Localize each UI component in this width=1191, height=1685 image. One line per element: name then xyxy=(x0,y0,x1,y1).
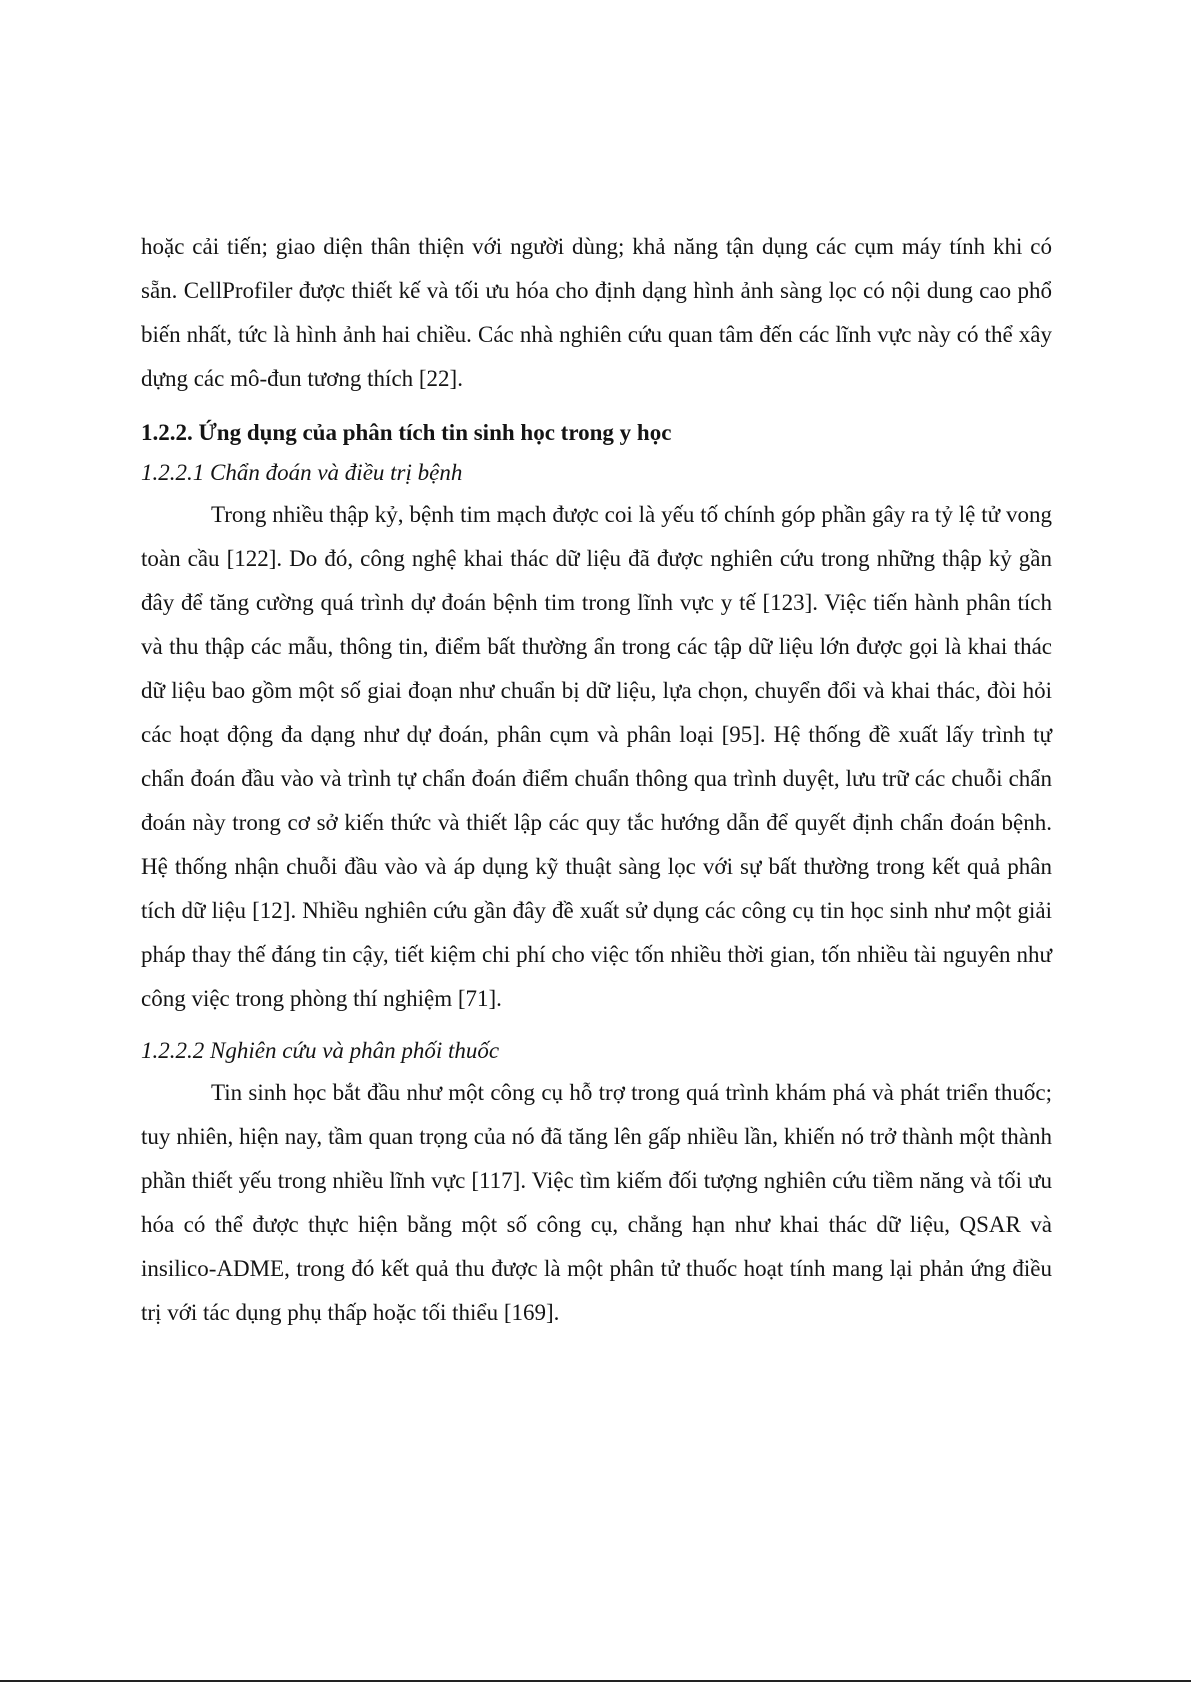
intro-paragraph: hoặc cải tiến; giao diện thân thiện với người dùng; khả năng tận dụng các cụm máy tính khi có sẵn. CellProfiler được thiết kế và tối ưu hóa cho định dạng hình ảnh sàng lọc có nội dung cao phổ biến nhất, tức là hình ảnh hai chiều. Các nhà nghiên cứu quan tâm đến các lĩnh vực này có thể xây dựng các mô-đun tương thích [22]. xyxy=(141,234,1052,391)
subsection-body-drug-research: Tin sinh học bắt đầu như một công cụ hỗ trợ trong quá trình khám phá và phát triển thuốc; tuy nhiên, hiện nay, tầm quan trọng của nó đã tăng lên gấp nhiều lần, khiến nó trở thành một thành phần thiết yếu trong nhiều lĩnh vực [117]. Việc tìm kiếm đối tượng nghiên cứu tiềm năng và tối ưu hóa có thể được thực hiện bằng một số công cụ, chẳng hạn như khai thác dữ liệu, QSAR và insilico-ADME, trong đó kết quả thu được là một phân tử thuốc hoạt tính mang lại phản ứng điều trị với tác dụng phụ thấp hoặc tối thiểu [169]. xyxy=(141,1080,1052,1325)
subsection-heading-diagnosis: 1.2.2.1 Chẩn đoán và điều trị bệnh xyxy=(141,460,463,485)
section-heading: 1.2.2. Ứng dụng của phân tích tin sinh học trong y học xyxy=(141,420,672,445)
footer-rule xyxy=(0,1680,1191,1682)
document-page xyxy=(141,225,1052,1335)
subsection-heading-drug-research: 1.2.2.2 Nghiên cứu và phân phối thuốc xyxy=(141,1038,500,1063)
subsection-body-diagnosis: Trong nhiều thập kỷ, bệnh tim mạch được coi là yếu tố chính góp phần gây ra tỷ lệ tử vong toàn cầu [122]. Do đó, công nghệ khai thác dữ liệu đã được nghiên cứu trong những thập kỷ gần đây để tăng cường quá trình dự đoán bệnh tim trong lĩnh vực y tế [123]. Việc tiến hành phân tích và thu thập các mẫu, thông tin, điểm bất thường ẩn trong các tập dữ liệu lớn được gọi là khai thác dữ liệu bao gồm một số giai đoạn như chuẩn bị dữ liệu, lựa chọn, chuyển đổi và khai thác, đòi hỏi các hoạt động đa dạng như dự đoán, phân cụm và phân loại [95]. Hệ thống đề xuất lấy trình tự chẩn đoán đầu vào và trình tự chẩn đoán điểm chuẩn thông qua trình duyệt, lưu trữ các chuỗi chẩn đoán này trong cơ sở kiến thức và thiết lập các quy tắc hướng dẫn để quyết định chẩn đoán bệnh. Hệ thống nhận chuỗi đầu vào và áp dụng kỹ thuật sàng lọc với sự bất thường trong kết quả phân tích dữ liệu [12]. Nhiều nghiên cứu gần đây đề xuất sử dụng các công cụ tin học sinh như một giải pháp thay thế đáng tin cậy, tiết kiệm chi phí cho việc tốn nhiều thời gian, tốn nhiều tài nguyên như công việc trong phòng thí nghiệm [71]. xyxy=(141,502,1052,1011)
